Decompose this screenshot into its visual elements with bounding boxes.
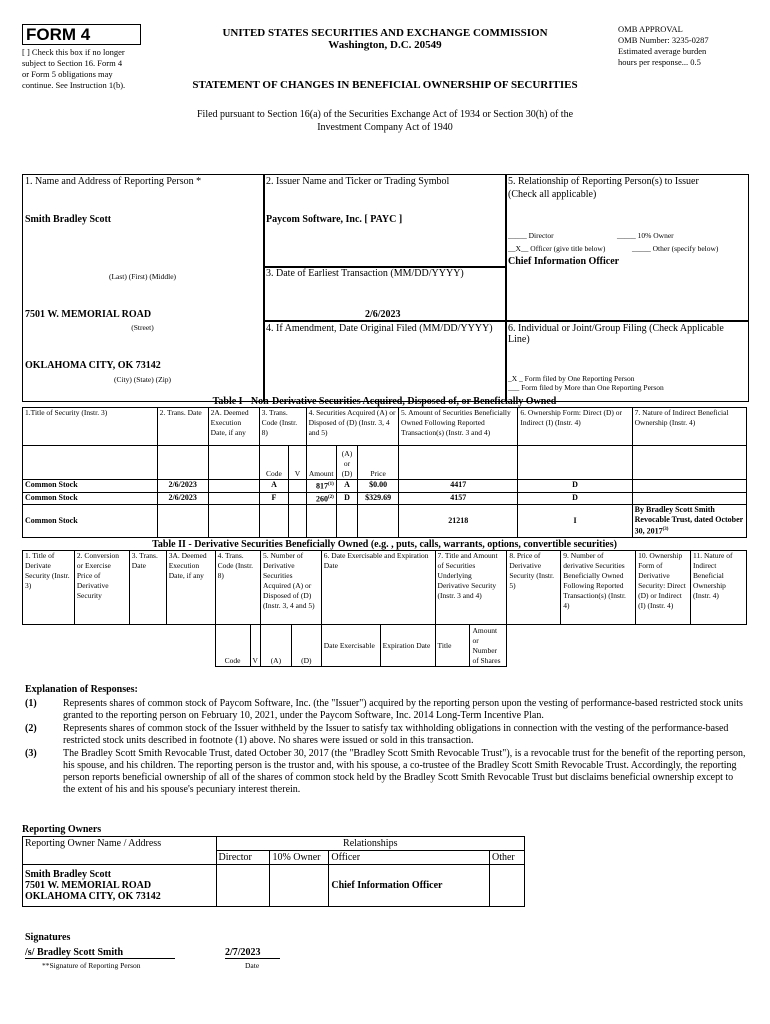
agency-line-2: Washington, D.C. 20549 [328,39,442,51]
t2-sub-exercisable: Date Exercisable [321,625,380,667]
t2-sub-a: (A) [260,625,291,667]
t2-sub-title: Title [435,625,470,667]
t2-h-underlying: 7. Title and Amount of Securities Underlying Derivative Security (Instr. 3 and 4) [435,551,507,625]
owner-col-officer: Officer [329,851,490,865]
t1-h-nature: 7. Nature of Indirect Beneficial Ownership (Instr. 4) [632,408,746,446]
t2-h-form: 10. Ownership Form of Derivative Security: Direct (D) or Indirect (I) (Instr. 4) [636,551,691,625]
owner-col-name: Reporting Owner Name / Address [23,837,217,865]
footnote-2-num: (2) [25,723,37,734]
street-address: 7501 W. MEMORIAL ROAD [25,309,152,320]
filed-pursuant [100,108,670,134]
t2-sub-d: (D) [291,625,321,667]
t2-sub-code: Code [215,625,250,667]
omb-line-4: hours per response... 0.5 [618,57,701,67]
row2-date: 2/6/2023 [157,492,208,505]
explanation-heading: Explanation of Responses: [25,684,138,695]
owner-name: Smith Bradley Scott [25,869,112,880]
t2-h-date: 3. Trans. Date [129,551,166,625]
t1-h-title: 1.Title of Security (Instr. 3) [23,408,158,446]
signature-caption: **Signature of Reporting Person [42,961,141,970]
omb-line-2: OMB Number: 3235-0287 [618,35,709,45]
t2-h-owned: 9. Number of derivative Securities Beneficially Owned Following Reported Transaction(s) (Instr. 4) [561,551,636,625]
table1-non-derivative [22,407,747,538]
officer-title: Chief Information Officer [508,256,620,267]
row3-nature: By Bradley Scott Smith Revocable Trust, dated October 30, 2017 [634,505,744,536]
owner-col-10pct: 10% Owner [270,851,329,865]
row3-form: I [518,505,632,538]
row2-form: D [518,492,632,505]
box4-label: 4. If Amendment, Date Original Filed (MM/DD/YYYY) [266,323,493,334]
table-row [23,480,747,493]
t1-h-code: 3. Trans. Code (Instr. 8) [259,408,306,446]
box2-label: 2. Issuer Name and Ticker or Trading Symbol [266,176,450,187]
box3-label: 3. Date of Earliest Transaction (MM/DD/YYYY) [266,268,464,279]
t2-h-exercisable: 6. Date Exercisable and Expiration Date [321,551,435,625]
signature-date: 2/7/2023 [225,947,280,959]
t2-sub-expiration: Expiration Date [380,625,435,667]
ten-pct-owner-checkbox: _____ 10% Owner [617,231,674,240]
row1-amount: 817 [315,481,328,491]
director-checkbox: _____ Director [508,231,554,240]
footnote-1-text: Represents shares of common stock of Paycom Software, Inc. (the "Issuer") acquired by the reporting person upon the vesting of performance-based restricted stock units granted to the reporting person on February 10, 2021, under the Paycom Software, Inc. 2014 Long-Term Incentive Plan. [63,698,743,721]
footnote-2-text: Represents shares of common stock of the Issuer withheld by the Issuer to satisfy tax withholding obligations in connection with the vesting of the performance-based restricted stock units described in footnote (1) above. No shares were issued or sold in this transaction. [63,723,729,746]
omb-approval [618,24,758,68]
owner-col-relationships: Relationships [216,837,524,851]
row1-owned: 4417 [399,480,518,493]
footnote-2 [25,723,747,747]
name-hint: (Last) (First) (Middle) [108,272,177,281]
t1-sub-amount: Amount [306,446,336,480]
t1-h-form: 6. Ownership Form: Direct (D) or Indirect (I) (Instr. 4) [518,408,632,446]
row1-price: $0.00 [358,480,399,493]
reporting-person-name: Smith Bradley Scott [25,214,112,225]
row2-code: F [259,492,289,505]
row2-ad: D [336,492,357,505]
agency-line-1: UNITED STATES SECURITIES AND EXCHANGE COMMISSION [222,27,548,39]
signatures-heading: Signatures [25,932,71,943]
row1-amount-footnote: (1) [327,482,334,487]
row1-ad: A [336,480,357,493]
box6-label: 6. Individual or Joint/Group Filing (Check Applicable Line) [508,323,724,345]
t2-h-conversion: 2. Conversion or Exercise Price of Derivative Security [74,551,129,625]
t2-h-price: 8. Price of Derivative Security (Instr. 5) [507,551,561,625]
signature-name: /s/ Bradley Scott Smith [25,947,175,959]
footnote-1 [25,698,747,722]
t1-sub-price: Price [358,446,399,480]
row1-form: D [518,480,632,493]
filing-one-person: _X _ Form filed by One Reporting Person [508,374,635,383]
table2-derivative [22,550,747,667]
filing-multiple-persons: ___ Form filed by More than One Reporting Person [508,383,664,392]
signature-date-caption: Date [245,961,260,970]
reporting-owners-table [22,836,525,907]
owner-col-director: Director [216,851,270,865]
t2-h-deemed: 3A. Deemed Execution Date, if any [166,551,215,625]
agency-name [175,27,595,51]
footnote-3-text: The Bradley Scott Smith Revocable Trust, dated October 30, 2017 (the "Bradley Scott Smith Revocable Trust"), is a revocable trust for the benefit of the reporting person, his spouse, and his children. The reporting person is the trustor and, with his spouse, a co-trustee of the Bradley Scott Smith Revocable Trust. Accordingly, the reporting person reports beneficial ownership of all of the shares of common stock held by the Bradley Scott Smith Revocable Trust but disclaims beneficial ownership except to the extent of his and his spouse's pecuniary interest therein. [63,748,746,795]
row3-title: Common Stock [23,505,158,538]
issuer-name: Paycom Software, Inc. [ PAYC ] [266,214,403,225]
table-row [23,492,747,505]
t2-h-title: 1. Title of Derivate Security (Instr. 3) [23,551,75,625]
box1-label: 1. Name and Address of Reporting Person * [25,176,202,187]
row2-amount-footnote: (2) [327,494,334,500]
t1-sub-v: V [289,446,306,480]
table-row [23,505,747,538]
t2-h-code: 4. Trans. Code (Instr. 8) [215,551,260,625]
owner-name-address [23,865,217,907]
row1-date: 2/6/2023 [157,480,208,493]
other-checkbox: _____ Other (specify below) [632,244,719,253]
check-text-4: continue. See Instruction 1(b). [22,80,126,90]
t1-h-deemed: 2A. Deemed Execution Date, if any [208,408,259,446]
form-title: FORM 4 [22,24,141,45]
owner-officer-title: Chief Information Officer [329,865,490,907]
footnote-1-num: (1) [25,698,37,709]
city-state-zip: OKLAHOMA CITY, OK 73142 [25,360,161,371]
city-hint: (City) (State) (Zip) [113,375,172,384]
row1-title: Common Stock [23,480,158,493]
row3-owned: 21218 [399,505,518,538]
owner-col-other: Other [489,851,524,865]
officer-checkbox: __X__ Officer (give title below) [508,244,606,253]
check-text-3: or Form 5 obligations may [22,69,113,79]
omb-line-1: OMB APPROVAL [618,24,683,34]
reporting-owners-heading: Reporting Owners [22,824,102,835]
t2-h-nature: 11. Nature of Indirect Beneficial Ownership (Instr. 4) [691,551,747,625]
t2-sub-amount: Amount or Number of Shares [470,625,507,667]
t2-h-number: 5. Number of Derivative Securities Acquired (A) or Disposed of (D) (Instr. 3, 4 and 5) [260,551,321,625]
t1-sub-ad: (A) or (D) [336,446,357,480]
footnote-3-num: (3) [25,748,37,759]
row2-title: Common Stock [23,492,158,505]
owner-city: OKLAHOMA CITY, OK 73142 [25,891,161,902]
check-box-note [22,47,157,91]
row2-owned: 4157 [399,492,518,505]
t1-sub-code: Code [259,446,289,480]
t1-h-date: 2. Trans. Date [157,408,208,446]
table2-title: Table II - Derivative Securities Beneficially Owned (e.g. , puts, calls, warrants, options, convertible securities) [152,539,617,550]
box5-label-1: 5. Relationship of Reporting Person(s) to Issuer [508,176,699,187]
street-hint: (Street) [131,323,154,332]
row2-price: $329.69 [358,492,399,505]
table1-title: Table I - Non-Derivative Securities Acquired, Disposed of, or Beneficially Owned [212,396,557,407]
statement-title: STATEMENT OF CHANGES IN BENEFICIAL OWNERSHIP OF SECURITIES [192,79,578,91]
filed-line-2: Investment Company Act of 1940 [317,122,453,133]
earliest-transaction-date: 2/6/2023 [365,309,401,320]
t2-sub-v: V [250,625,260,667]
t1-h-owned: 5. Amount of Securities Beneficially Owned Following Reported Transaction(s) (Instr. 3 and 4) [399,408,518,446]
filed-line-1: Filed pursuant to Section 16(a) of the Securities Exchange Act of 1934 or Section 30(h) of the [196,109,574,120]
row1-code: A [259,480,289,493]
t1-h-acquired: 4. Securities Acquired (A) or Disposed of (D) (Instr. 3, 4 and 5) [306,408,398,446]
check-text-2: subject to Section 16. Form 4 [22,58,123,68]
check-text-1: [ ] Check this box if no longer [22,47,125,57]
box5-label-2: (Check all applicable) [508,189,597,200]
explanation-list [25,698,747,796]
footnote-3 [25,748,747,796]
owner-street: 7501 W. MEMORIAL ROAD [25,880,152,891]
row2-amount: 260 [315,494,328,504]
row3-nature-footnote: (3) [662,527,669,533]
omb-line-3: Estimated average burden [618,46,707,56]
